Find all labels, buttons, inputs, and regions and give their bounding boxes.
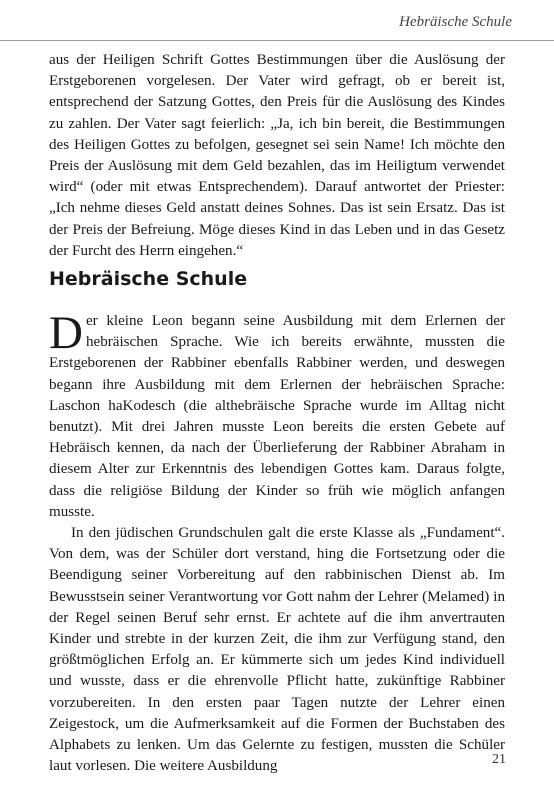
- running-head: Hebräische Schule: [399, 14, 512, 30]
- intro-paragraph-block: [49, 50, 505, 262]
- paragraph-2: In den jüdischen Grundschulen galt die erste Klasse als „Fundament“. Von dem, was der Schüler dort verstand, hing die Fortsetzung oder die Beendigung seiner Vorbereitung auf den rabbinischen Dienst ab. Im Bewusstsein seiner Verantwortung vor Gott nahm der Lehrer (Melamed) in der Regel seinen Beruf sehr ernst. Er achtete auf die ihm anvertrauten Kinder und strebte in der kurzen Zeit, die ihm zur Verfügung stand, den größtmöglichen Erfolg an. Er kümmerte sich um jedes Kind individuell und wusste, dass er die ehrenvolle Pflicht hatte, zukünftige Rabbiner vorzubereiten. In den ersten paar Tagen nutzte der Lehrer einen Zeigestock, um die Aufmerksamkeit auf die Formen der Buchstaben des Alphabets zu lenken. Um das Gelernte zu festigen, mussten die Schüler laut vorlesen. Die weitere Ausbildung: [49, 525, 505, 775]
- paragraph-1: [49, 307, 505, 523]
- paragraph-1-text: er kleine Leon begann seine Ausbildung mit dem Erlernen der hebräischen Sprache. Wie ich bereits erwähnte, mussten die Erstgeborenen der Rabbiner ebenfalls Rabbiner werden, und deswegen begann ihre Ausbildung mit dem Erlernen der hebräischen Sprache: Laschon haKodesch (die althebräische Sprache wurde im Alltag nicht benutzt). Mit drei Jahren musste Leon bereits die ersten Gebete auf Hebräisch kennen, da nach der Überlieferung der Rabbiner Abraham in diesem Alter zur Erkenntnis des lebendigen Gottes kam. Daraus folgte, dass die religiöse Bildung der Kinder so früh wie möglich anfangen musste.: [49, 313, 505, 520]
- section-body: [49, 307, 505, 777]
- section-heading: Hebräische Schule: [49, 268, 248, 290]
- drop-cap: D: [49, 307, 83, 359]
- header-divider: [0, 40, 554, 41]
- intro-paragraph: aus der Heiligen Schrift Gottes Bestimmungen über die Auslösung der Erstgeborenen vorgelesen. Der Vater wird gefragt, ob er bereit ist, entsprechend der Satzung Gottes, den Preis für die Auslösung des Kindes zu zahlen. Der Vater sagt feierlich: „Ja, ich bin bereit, die Bestimmungen des Heiligen Gottes zu befolgen, gesegnet sei sein Name! Ich möchte den Preis der Auslösung mit dem Geld bezahlen, das im Heiligtum verwendet wird“ (oder mit etwas Entsprechendem). Darauf antwortet der Priester: „Ich nehme dieses Geld anstatt deines Sohnes. Das ist sein Ersatz. Das ist der Preis der Befreiung. Möge dieses Kind in das Leben und in das Gesetz der Furcht des Herrn eingehen.“: [49, 52, 505, 259]
- page-number: 21: [492, 752, 506, 767]
